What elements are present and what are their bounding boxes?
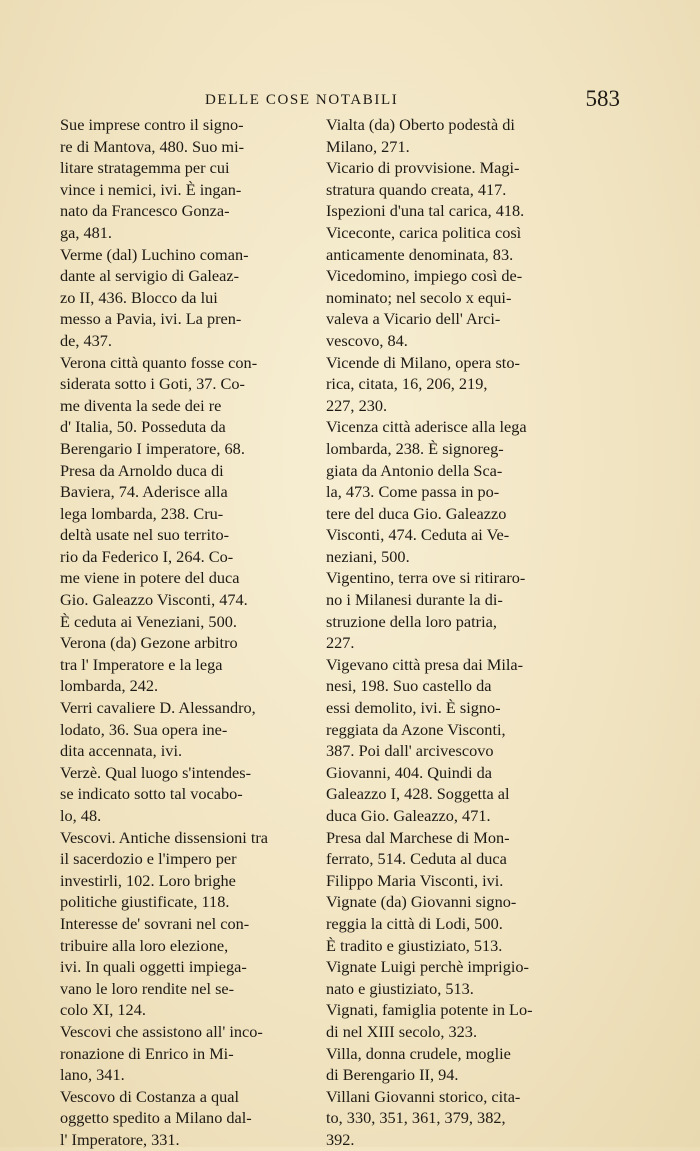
- index-entry: [60, 244, 318, 352]
- index-entry-line: Galeazzo I, 428. Soggetta al: [326, 784, 510, 804]
- index-entry: [60, 827, 318, 1021]
- index-entry: [326, 956, 616, 999]
- index-entry: [326, 222, 616, 265]
- index-entry: [326, 654, 616, 892]
- index-entry-line: nominato; nel secolo x equi-: [326, 287, 512, 307]
- index-entry-line: anticamente denominata, 83.: [326, 244, 514, 264]
- index-entry-line: Vigevano città presa dai Mila-: [326, 654, 524, 674]
- index-entry-line: stratura quando creata, 417.: [326, 179, 507, 199]
- index-entry-line: Vignate Luigi perchè imprigio-: [326, 957, 529, 977]
- index-entry-line: 392.: [326, 1129, 355, 1149]
- index-entry-line: no i Milanesi durante la di-: [326, 590, 503, 610]
- index-entry: [326, 891, 616, 956]
- index-entry-line: dante al servigio di Galeaz-: [60, 266, 240, 286]
- index-entry-line: Ispezioni d'una tal carica, 418.: [326, 201, 525, 221]
- index-entry: [326, 352, 616, 417]
- index-entry: [326, 999, 616, 1042]
- index-entry-line: Milano, 271.: [326, 136, 410, 156]
- index-entry-line: È tradito e giustiziato, 513.: [326, 935, 503, 955]
- index-entry-line: Verme (dal) Luchino coman-: [60, 244, 249, 264]
- running-title: DELLE COSE NOTABILI: [205, 92, 399, 108]
- index-entry-line: ronazione di Enrico in Mi-: [60, 1043, 234, 1063]
- index-entry-line: tere del duca Gio. Galeazzo: [326, 503, 507, 523]
- index-entry-line: Berengario I imperatore, 68.: [60, 438, 245, 458]
- index-entry-line: Presa da Arnoldo duca di: [60, 460, 224, 480]
- index-entry: [326, 1043, 616, 1086]
- page-number: 583: [585, 86, 620, 111]
- index-entry-line: dita accennata, ivi.: [60, 741, 183, 761]
- index-entry-line: nato da Francesco Gonza-: [60, 201, 230, 221]
- index-entry-line: Verri cavaliere D. Alessandro,: [60, 698, 256, 718]
- index-entry-line: neziani, 500.: [326, 546, 410, 566]
- index-entry-line: ga, 481.: [60, 222, 112, 242]
- index-entry-line: Vialta (da) Oberto podestà di: [326, 115, 515, 134]
- index-entry-line: Villani Giovanni storico, cita-: [326, 1086, 521, 1106]
- index-entry-line: re di Mantova, 480. Suo mi-: [60, 136, 245, 156]
- index-entry-line: Presa dal Marchese di Mon-: [326, 827, 510, 847]
- index-entry-line: la, 473. Come passa in po-: [326, 482, 500, 502]
- index-entry-line: Vescovi. Antiche dissensioni tra: [60, 827, 269, 847]
- index-entry: [326, 416, 616, 567]
- index-entry: [326, 114, 616, 157]
- index-entry-line: valeva a Vicario dell' Arci-: [326, 309, 501, 329]
- index-entry-line: zo II, 436. Blocco da lui: [60, 287, 218, 307]
- index-entry-line: ivi. In quali oggetti impiega-: [60, 957, 247, 977]
- index-entry-line: Vicedomino, impiego così de-: [326, 266, 523, 286]
- index-entry: [60, 697, 318, 762]
- index-entry-line: Filippo Maria Visconti, ivi.: [326, 870, 504, 890]
- index-entry-line: tribuire alla loro elezione,: [60, 935, 229, 955]
- index-entry-line: di Berengario II, 94.: [326, 1065, 459, 1085]
- index-entry-line: reggia la città di Lodi, 500.: [326, 913, 503, 933]
- index-entry-line: siderata sotto i Goti, 37. Co-: [60, 374, 245, 394]
- index-entry-line: ferrato, 514. Ceduta al duca: [326, 849, 507, 869]
- index-entry-line: essi demolito, ivi. È signo-: [326, 698, 501, 718]
- index-entry-line: l' Imperatore, 331.: [60, 1129, 180, 1149]
- index-entry-line: litare stratagemma per cui: [60, 158, 230, 178]
- index-entry-line: 227, 230.: [326, 395, 388, 415]
- index-entry-line: vescovo, 84.: [326, 330, 408, 350]
- index-entry: [60, 762, 318, 827]
- index-entry-line: Baviera, 74. Aderisce alla: [60, 482, 228, 502]
- index-entry-line: struzione della loro patria,: [326, 611, 497, 631]
- index-entry-line: duca Gio. Galeazzo, 471.: [326, 806, 491, 825]
- index-entry-line: Vicenza città aderisce alla lega: [326, 417, 527, 437]
- index-entry-line: messo a Pavia, ivi. La pren-: [60, 309, 242, 329]
- index-entry-line: Vigentino, terra ove si ritiraro-: [326, 568, 526, 588]
- index-entry-line: lodato, 36. Sua opera ine-: [60, 719, 228, 739]
- index-entry-line: Vignate (da) Giovanni signo-: [326, 892, 517, 912]
- index-entry-line: Viceconte, carica politica così: [326, 222, 522, 242]
- index-entry: [60, 114, 318, 244]
- index-entry-line: Vicario di provvisione. Magi-: [326, 158, 520, 178]
- page-header: [60, 86, 620, 116]
- index-entry-line: giata da Antonio della Sca-: [326, 460, 503, 480]
- index-entry-line: Sue imprese contro il signo-: [60, 115, 244, 134]
- index-entry-line: reggiata da Azone Visconti,: [326, 719, 506, 739]
- index-entry-line: il sacerdozio e l'impero per: [60, 849, 237, 869]
- index-entry-line: lega lombarda, 238. Cru-: [60, 503, 224, 523]
- index-entry-line: rio da Federico I, 264. Co-: [60, 546, 234, 566]
- index-entry: [60, 352, 318, 633]
- index-entry: [326, 157, 616, 222]
- index-column-left: [60, 114, 318, 1151]
- index-entry-line: lo, 48.: [60, 806, 102, 825]
- index-entry-line: lombarda, 238. È signoreg-: [326, 438, 504, 458]
- index-entry-line: me viene in potere del duca: [60, 568, 240, 588]
- index-entry: [326, 265, 616, 351]
- index-entry-line: Villa, donna crudele, moglie: [326, 1043, 511, 1063]
- index-entry-line: 387. Poi dall' arcivescovo: [326, 741, 494, 761]
- index-entry-line: lano, 341.: [60, 1065, 125, 1085]
- index-entry-line: Verzè. Qual luogo s'intendes-: [60, 762, 252, 782]
- index-entry-line: oggetto spedito a Milano dal-: [60, 1108, 252, 1128]
- index-entry-line: Gio. Galeazzo Visconti, 474.: [60, 590, 248, 610]
- index-column-right: [326, 114, 616, 1151]
- index-entry-line: Vicende di Milano, opera sto-: [326, 352, 520, 372]
- index-entry: [60, 1086, 318, 1151]
- index-entry-line: to, 330, 351, 361, 379, 382,: [326, 1108, 506, 1128]
- index-entry-line: se indicato sotto tal vocabo-: [60, 784, 243, 804]
- index-entry-line: tra l' Imperatore e la lega: [60, 654, 223, 674]
- index-entry-line: de, 437.: [60, 330, 112, 350]
- index-entry: [60, 632, 318, 697]
- index-entry: [326, 1086, 616, 1151]
- index-entry-line: investirli, 102. Loro brighe: [60, 870, 236, 890]
- index-entry-line: È ceduta ai Veneziani, 500.: [60, 611, 237, 631]
- index-entry-line: lombarda, 242.: [60, 676, 159, 696]
- index-entry-line: Giovanni, 404. Quindi da: [326, 762, 492, 782]
- index-entry: [60, 1021, 318, 1086]
- index-entry-line: d' Italia, 50. Posseduta da: [60, 417, 226, 437]
- index-entry-line: politiche giustificate, 118.: [60, 892, 230, 912]
- index-entry-line: Verona città quanto fosse con-: [60, 352, 258, 372]
- index-entry: [326, 567, 616, 653]
- index-entry-line: Verona (da) Gezone arbitro: [60, 633, 238, 653]
- index-entry-line: Vescovi che assistono all' inco-: [60, 1021, 263, 1041]
- index-entry-line: Interesse de' sovrani nel con-: [60, 913, 250, 933]
- index-entry-line: Visconti, 474. Ceduta ai Ve-: [326, 525, 510, 545]
- index-entry-line: me diventa la sede dei re: [60, 395, 222, 415]
- index-entry-line: vince i nemici, ivi. È ingan-: [60, 179, 242, 199]
- index-entry-line: Vescovo di Costanza a qual: [60, 1086, 240, 1106]
- index-entry-line: di nel XIII secolo, 323.: [326, 1021, 478, 1041]
- index-entry-line: colo XI, 124.: [60, 1000, 146, 1020]
- index-entry-line: 227.: [326, 633, 355, 653]
- index-entry-line: nato e giustiziato, 513.: [326, 978, 474, 998]
- index-entry-line: Vignati, famiglia potente in Lo-: [326, 1000, 533, 1020]
- index-entry-line: deltà usate nel suo territo-: [60, 525, 230, 545]
- index-entry-line: rica, citata, 16, 206, 219,: [326, 374, 488, 394]
- index-entry-line: nesi, 198. Suo castello da: [326, 676, 492, 696]
- index-entry-line: vano le loro rendite nel se-: [60, 978, 235, 998]
